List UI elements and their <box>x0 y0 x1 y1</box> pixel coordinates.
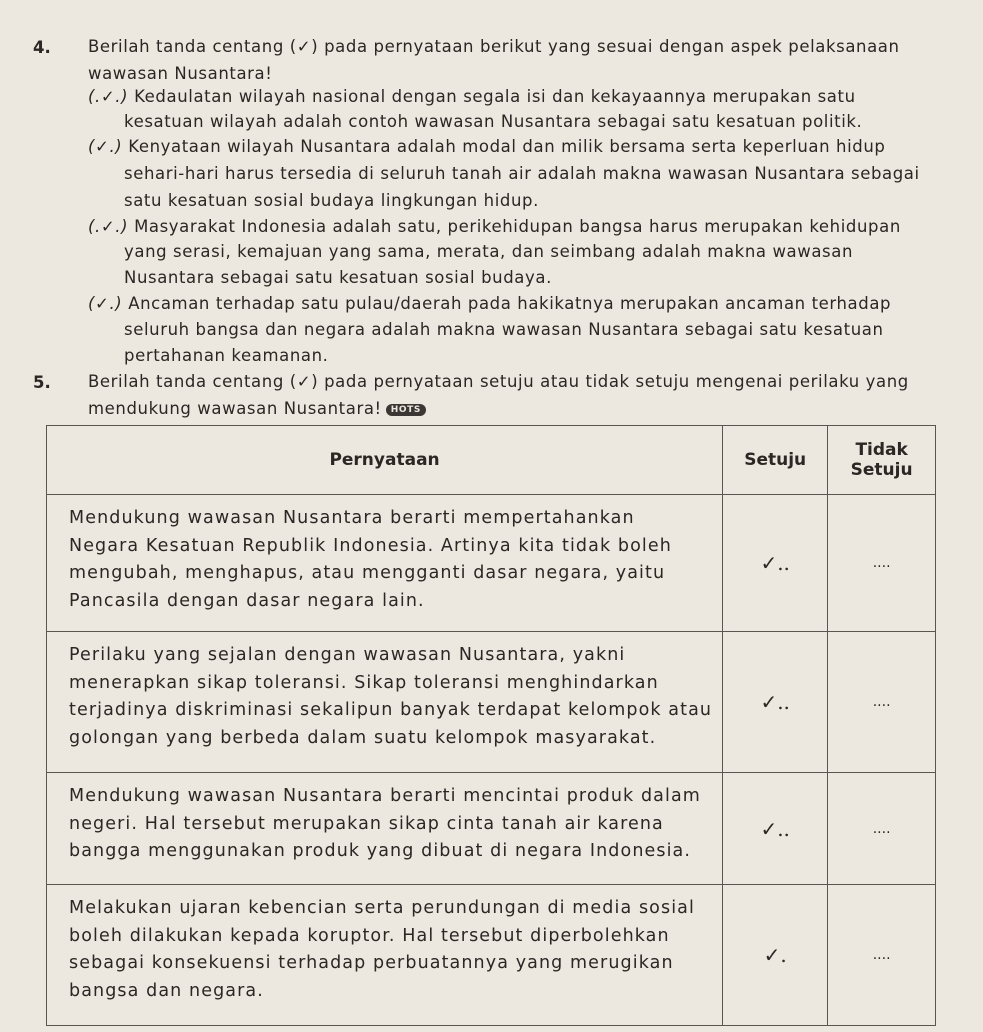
disagree-cell[interactable]: .... <box>828 495 936 632</box>
hots-badge: HOTS <box>386 404 426 416</box>
table-header-row <box>47 426 936 495</box>
check-mark-icon: (.✓.) <box>88 217 129 236</box>
table-row <box>47 885 936 1026</box>
q4-item-1: (.✓.) Kedaulatan wilayah nasional dengan segala isi dan kekayaannya merupakan satu <box>88 87 856 106</box>
header-disagree: Tidak Setuju <box>828 426 936 495</box>
statement-table <box>46 425 936 1026</box>
table-row <box>47 773 936 885</box>
q4-item-3-line: Nusantara sebagai satu kesatuan sosial budaya. <box>124 268 552 287</box>
check-mark-icon: (✓.) <box>88 294 123 313</box>
statement-cell: Melakukan ujaran kebencian serta perundungan di media sosial boleh dilakukan kepada koruptor. Hal tersebut diperbolehkan sebagai konsekuensi terhadap perbuatannya yang merugikan bangsa dan negara. <box>47 885 723 1026</box>
table-row <box>47 495 936 632</box>
question-4-intro-line: wawasan Nusantara! <box>88 64 273 83</box>
question-4-intro-line: Berilah tanda centang (✓) pada pernyataan berikut yang sesuai dengan aspek pelaksanaan <box>88 37 900 56</box>
q4-item-1-line: kesatuan wilayah adalah contoh wawasan Nusantara sebagai satu kesatuan politik. <box>124 112 863 131</box>
question-5-number: 5. <box>33 373 51 392</box>
question-4-number: 4. <box>33 38 51 57</box>
disagree-cell[interactable]: .... <box>828 885 936 1026</box>
header-statement: Pernyataan <box>47 426 723 495</box>
statement-cell: Mendukung wawasan Nusantara berarti mempertahankan Negara Kesatuan Republik Indonesia. Artinya kita tidak boleh mengubah, menghapus, atau mengganti dasar negara, yaitu Pancasila dengan dasar negara lain. <box>47 495 723 632</box>
q4-item-3-line: yang serasi, kemajuan yang sama, merata, dan seimbang adalah makna wawasan <box>124 242 854 261</box>
disagree-cell[interactable]: .... <box>828 773 936 885</box>
q4-item-2-line: satu kesatuan sosial budaya lingkungan hidup. <box>124 191 539 210</box>
disagree-cell[interactable]: .... <box>828 632 936 773</box>
agree-cell[interactable]: ✓.. <box>723 495 828 632</box>
agree-cell[interactable]: ✓.. <box>723 773 828 885</box>
agree-cell[interactable]: ✓. <box>723 885 828 1026</box>
q4-item-4: (✓.) Ancaman terhadap satu pulau/daerah pada hakikatnya merupakan ancaman terhadap <box>88 294 892 313</box>
header-agree: Setuju <box>723 426 828 495</box>
question-5-intro-line: Berilah tanda centang (✓) pada pernyataan setuju atau tidak setuju mengenai perilaku yang <box>88 372 909 391</box>
agree-cell[interactable]: ✓.. <box>723 632 828 773</box>
q4-item-4-line: seluruh bangsa dan negara adalah makna wawasan Nusantara sebagai satu kesatuan <box>124 320 884 339</box>
question-5-intro-line: mendukung wawasan Nusantara! HOTS <box>88 399 426 418</box>
statement-cell: Perilaku yang sejalan dengan wawasan Nusantara, yakni menerapkan sikap toleransi. Sikap toleransi menghindarkan terjadinya diskriminasi sekalipun banyak terdapat kelompok atau golongan yang berbeda dalam suatu kelompok masyarakat. <box>47 632 723 773</box>
check-mark-icon: (✓.) <box>88 137 123 156</box>
table-row <box>47 632 936 773</box>
q4-item-2: (✓.) Kenyataan wilayah Nusantara adalah modal dan milik bersama serta keperluan hidup <box>88 137 886 156</box>
check-mark-icon: (.✓.) <box>88 87 129 106</box>
q4-item-4-line: pertahanan keamanan. <box>124 346 329 365</box>
q4-item-3: (.✓.) Masyarakat Indonesia adalah satu, perikehidupan bangsa harus merupakan kehidupan <box>88 217 901 236</box>
statement-cell: Mendukung wawasan Nusantara berarti mencintai produk dalam negeri. Hal tersebut merupakan sikap cinta tanah air karena bangga menggunakan produk yang dibuat di negara Indonesia. <box>47 773 723 885</box>
q4-item-2-line: sehari-hari harus tersedia di seluruh tanah air adalah makna wawasan Nusantara sebagai <box>124 164 920 183</box>
